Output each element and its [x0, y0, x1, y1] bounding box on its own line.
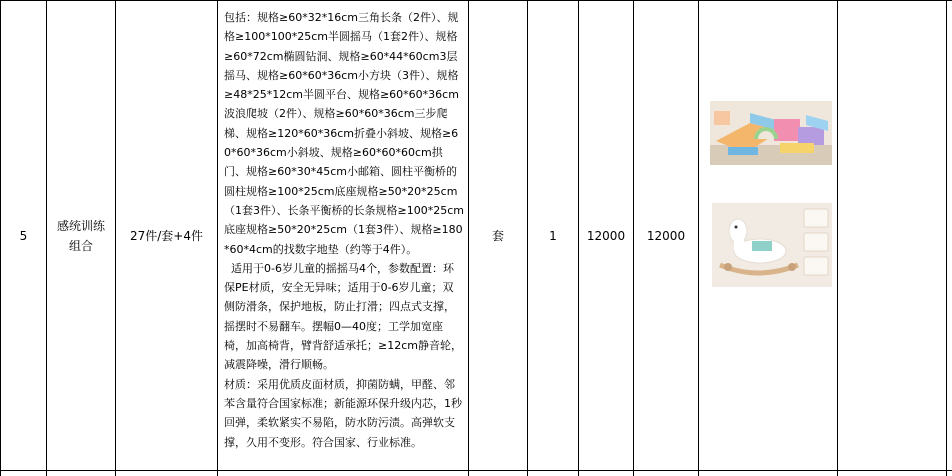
soft-play-set-illustration [710, 101, 832, 165]
unit-cell [469, 1, 527, 470]
count: 1 [549, 228, 557, 243]
col-border [946, 0, 947, 476]
total-price: 12000 [646, 228, 686, 243]
product-image-soft-play-set [710, 101, 832, 165]
quantity-spec: 27件/套+4件 [129, 228, 203, 243]
description-material: 材质：采用优质皮面材质，抑菌防螨，甲醛、邻苯含量符合国家标准；新能源环保升级内芯，1秒回弹，柔软紧实不易陷，防水防污渍。高弹软支撑，久用不变形。符合国家、行业标准。 [224, 377, 462, 449]
unit-price-cell [579, 1, 633, 470]
product-image-rocking-horse [712, 203, 832, 287]
product-name: 感统训练组合 [56, 218, 105, 253]
quantity-spec-cell [116, 1, 217, 470]
unit: 套 [491, 228, 504, 243]
description-rocking-horse: 适用于0-6岁儿童的摇摇马4个，参数配置：环保PE材质，安全无异味；适用于0-6岁儿童；双侧防滑条，保护地板，防止打滑；四点式支撑，摇摆时不易翻车。摆幅0—40度；工学加宽座椅，加高椅背，臂背舒适承托；≥12cm静音轮，减震降噪，滑行顺畅。 [224, 261, 462, 372]
total-price-cell [634, 1, 698, 470]
unit-price: 12000 [586, 228, 626, 243]
product-name-cell [47, 1, 115, 470]
col-border [698, 0, 699, 476]
extra-cell [838, 1, 946, 470]
count-cell [528, 1, 578, 470]
description-contents: 包括：规格≥60*32*16cm三角长条（2件）、规格≥100*100*25cm半圆摇马（1套2件）、规格≥60*72cm椭圆钻洞、规格≥60*44*60cm3层摇马、规格≥60*60*36cm小方块（3件）、规格≥48*25*12cm半圆平台、规格≥60*60*36cm波浪爬坡（2件）、规格≥60*60*36cm三步爬梯、规格≥120*60*36cm折叠小斜坡、规格≥60*60*36cm小斜坡、规格≥60*60*60cm拱门、规格≥60*30*45cm小邮箱、圆柱平衡桥的圆柱规格≥100*25cm底座规格≥50*20*25cm（1套3件）、长条平衡桥的长条规格≥100*25cm底座规格≥50*20*25cm（1套3件）、规格≥180*60*4cm的找数字地垫（约等于4件）。 [224, 11, 464, 256]
row-index: 5 [19, 228, 28, 243]
col-border [217, 0, 218, 476]
product-description [224, 8, 464, 452]
row-bottom-border [0, 470, 952, 471]
row-index-cell [1, 1, 46, 470]
rocking-horse-illustration [712, 203, 832, 287]
